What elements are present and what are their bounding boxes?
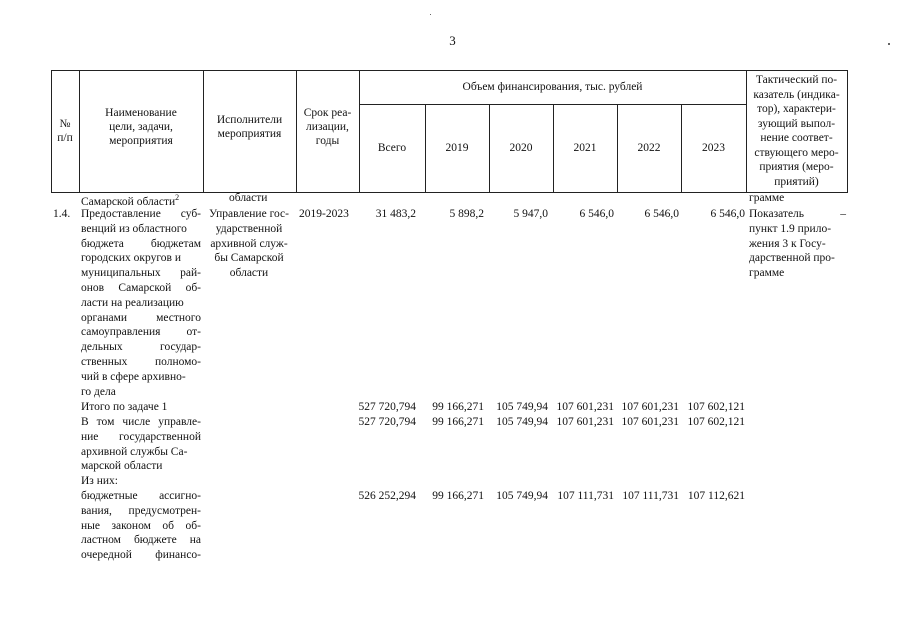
row-name-line — [81, 222, 201, 237]
cont-name: Самарской области$^2$ — [81, 193, 180, 208]
total-task-y2021: 107 601,231 — [556, 401, 614, 413]
total-task-total: 527 720,794 — [358, 401, 416, 413]
word: законом — [111, 519, 151, 532]
word: числе — [122, 416, 151, 428]
row-name-line — [81, 370, 201, 385]
word: предусмотрен- — [128, 504, 201, 517]
word: Показатель — [749, 208, 805, 220]
incl-label — [81, 415, 201, 474]
word: полномо- — [154, 355, 201, 368]
header-y2023: 2023 — [702, 142, 725, 154]
word: об- — [185, 519, 201, 532]
budget-total: 526 252,294 — [358, 490, 416, 502]
scan-speck — [888, 43, 890, 45]
incl-y2019: 99 166,271 — [432, 416, 484, 428]
incl-y2021: 107 601,231 — [556, 416, 614, 428]
total-task-y2019: 99 166,271 — [432, 401, 484, 413]
word: ние — [81, 430, 99, 443]
word: бюджете — [133, 534, 177, 547]
budget-label-line — [81, 548, 201, 563]
word: муниципальных — [81, 267, 161, 280]
word: венций из областного — [81, 222, 187, 235]
budget-label-line — [81, 519, 201, 534]
cont-executors: области — [229, 192, 268, 204]
word: жения 3 к Госу- — [749, 237, 826, 250]
header-name: Наименование цели, задачи, мероприятия — [105, 107, 177, 147]
row-name-line — [81, 325, 201, 340]
word: бюджетам — [150, 237, 201, 250]
word: чий в сфере архивно- — [81, 370, 186, 383]
row-name-line — [81, 237, 201, 252]
row-name-line — [81, 340, 201, 355]
word: местного — [156, 311, 201, 324]
total-task-y2020: 105 749,94 — [496, 401, 548, 413]
word: – — [840, 208, 846, 220]
cont-indicator: грамме — [749, 192, 785, 204]
word: пункт 1.9 прило- — [749, 222, 832, 235]
word: самоуправления — [81, 326, 161, 339]
row-indicator — [749, 207, 846, 281]
incl-y2020: 105 749,94 — [496, 416, 548, 428]
word: финансо- — [155, 549, 201, 562]
row-value-total: 31 483,2 — [375, 208, 416, 220]
word: ственных — [81, 355, 128, 368]
incl-y2023: 107 602,121 — [687, 416, 745, 428]
row-value-y2023: 6 546,0 — [710, 208, 745, 220]
incl-label-line — [81, 459, 201, 474]
row-name-line — [81, 296, 201, 311]
budget-y2021: 107 111,731 — [557, 490, 614, 502]
word: государ- — [160, 341, 201, 354]
row-name-line — [81, 385, 201, 400]
row-executors: Управление гос- ударственной архивной служ- бы Самарской области — [209, 208, 289, 280]
header-executors: Исполнители мероприятия — [216, 114, 283, 140]
row-name-line — [81, 311, 201, 326]
word: ласти на реализацию — [81, 296, 184, 309]
word: органами — [81, 311, 128, 324]
budget-label — [81, 489, 201, 563]
word: бюджета — [81, 237, 124, 250]
word: ассигно- — [159, 490, 201, 502]
word: от- — [186, 326, 201, 339]
budget-label-line — [81, 489, 201, 504]
word: суб- — [180, 208, 201, 220]
word: городских округов и — [81, 252, 181, 265]
total-task-label: Итого по задаче 1 — [81, 401, 168, 413]
word: дарственной про- — [749, 252, 835, 265]
row-value-y2019: 5 898,2 — [449, 208, 484, 220]
header-total: Всего — [377, 142, 407, 154]
scan-speck — [430, 14, 431, 15]
word: бюджетные — [81, 490, 138, 502]
word: том — [96, 416, 115, 428]
row-value-y2021: 6 546,0 — [579, 208, 614, 220]
total-task-y2023: 107 602,121 — [687, 401, 745, 413]
header-term: Срок реа- лизации, годы — [303, 107, 352, 147]
row-name-line — [81, 355, 201, 370]
word: марской области — [81, 460, 163, 473]
word: рай- — [180, 267, 201, 280]
header-funding: Объем финансирования, тыс. рублей — [462, 81, 643, 93]
word: Предоставление — [81, 208, 161, 220]
header-y2022: 2022 — [637, 142, 661, 154]
incl-label-line — [81, 445, 201, 460]
word: об — [162, 519, 175, 532]
header-y2020: 2020 — [509, 142, 533, 154]
row-value-y2022: 6 546,0 — [644, 208, 679, 220]
header-y2019: 2019 — [445, 142, 469, 154]
row-indicator-line — [749, 237, 846, 252]
word: грамме — [749, 267, 785, 280]
row-name — [81, 207, 201, 399]
page-number: 3 — [449, 33, 456, 48]
header-indicator: Тактический по- казатель (индика- тор), характери- зующий выпол- нение соответ- ствующего меро- приятия (меро- приятий) — [753, 74, 840, 188]
word: архивной службы Са- — [81, 445, 188, 458]
of-them-label: Из них: — [81, 475, 118, 487]
row-num: 1.4. — [53, 208, 71, 220]
budget-y2022: 107 111,731 — [622, 490, 679, 502]
word: вания, — [81, 504, 112, 517]
word: Самарской — [118, 281, 172, 294]
word: дельных — [81, 341, 123, 354]
incl-label-line — [81, 415, 201, 430]
word: очередной — [81, 549, 132, 562]
header-y2021: 2021 — [573, 142, 597, 154]
row-name-line — [81, 251, 201, 266]
incl-label-line — [81, 430, 201, 445]
row-indicator-line — [749, 251, 846, 266]
word: государственной — [119, 430, 201, 443]
budget-label-line — [81, 504, 201, 519]
footnote-sup: 2 — [175, 193, 180, 202]
word: онов — [81, 281, 105, 294]
word: ные — [81, 519, 100, 532]
word: управле- — [158, 416, 201, 428]
word: ластном — [81, 534, 121, 547]
budget-label-line — [81, 533, 201, 548]
incl-total: 527 720,794 — [358, 416, 416, 428]
header-num: № п/п — [57, 118, 73, 144]
word: го дела — [81, 385, 116, 398]
budget-y2019: 99 166,271 — [432, 490, 484, 502]
row-value-y2020: 5 947,0 — [513, 208, 548, 220]
row-term: 2019-2023 — [299, 208, 349, 220]
row-name-line — [81, 281, 201, 296]
row-name-line — [81, 266, 201, 281]
row-indicator-line — [749, 222, 846, 237]
budget-y2020: 105 749,94 — [496, 490, 548, 502]
row-name-line — [81, 207, 201, 222]
word: на — [189, 534, 201, 547]
row-indicator-line — [749, 207, 846, 222]
word: В — [81, 416, 89, 428]
word: об- — [185, 281, 201, 294]
incl-y2022: 107 601,231 — [621, 416, 679, 428]
budget-y2023: 107 112,621 — [687, 490, 745, 502]
row-indicator-line — [749, 266, 846, 281]
total-task-y2022: 107 601,231 — [621, 401, 679, 413]
